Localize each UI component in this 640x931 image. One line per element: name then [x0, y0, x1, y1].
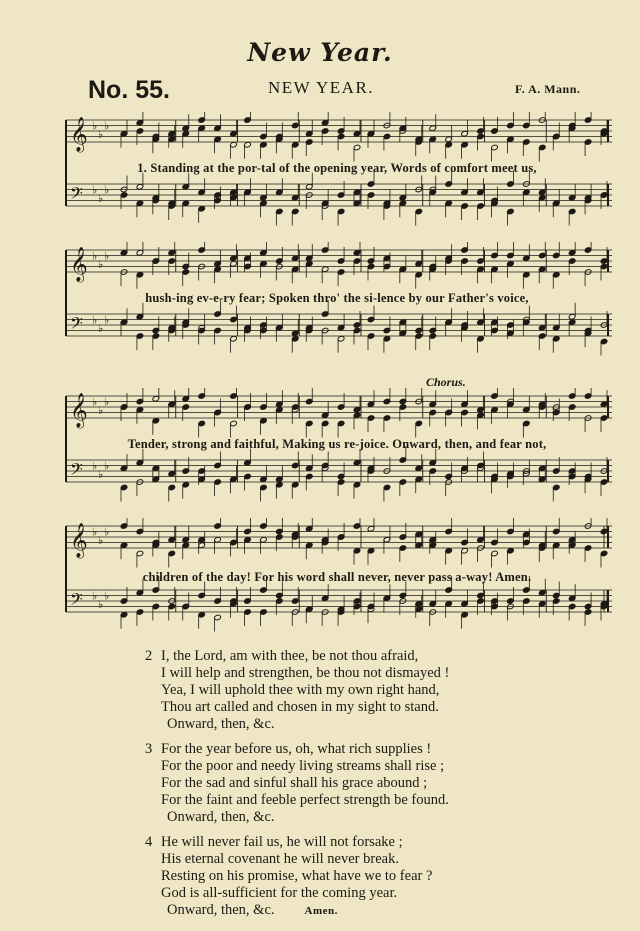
music-system-2 — [62, 242, 612, 372]
flat-icon: ♭ — [104, 395, 110, 409]
verse-refrain — [145, 716, 585, 733]
lyric-line: children of the day! For his word shall never, never pass a-way! Amen. — [142, 570, 532, 584]
flat-icon: ♭ — [92, 459, 98, 473]
verse-number: 3 — [145, 741, 153, 757]
verse-number: 4 — [145, 834, 153, 850]
treble-clef-icon: 𝄞 — [70, 117, 88, 152]
verse-2 — [145, 648, 585, 733]
treble-clef-icon: 𝄞 — [70, 247, 88, 282]
flat-icon: ♭ — [104, 119, 110, 133]
flat-icon: ♭ — [98, 403, 104, 417]
verse-line — [145, 648, 585, 665]
lyric-line: 1. Standing at the por-tal of the opening year, Words of comfort meet us, — [137, 161, 537, 175]
flat-icon: ♭ — [104, 459, 110, 473]
verse-line — [145, 741, 585, 758]
music-staff-graphic — [62, 112, 612, 242]
amen-mark: Amen. — [304, 905, 338, 917]
verse-number: 2 — [145, 648, 153, 664]
bass-clef-icon: 𝄢 — [70, 313, 83, 337]
verse-line — [145, 851, 585, 868]
music-system-1 — [62, 112, 612, 242]
flat-icon: ♭ — [98, 533, 104, 547]
verse-line-text: For the year before us, oh, what rich supplies ! — [161, 741, 432, 757]
verse-line — [145, 792, 585, 809]
flat-icon: ♭ — [92, 589, 98, 603]
flat-icon: ♭ — [98, 127, 104, 141]
flat-icon: ♭ — [104, 249, 110, 263]
verse-refrain-text: Onward, then, &c. — [167, 809, 275, 825]
verse-line-text: Resting on his promise, what have we to fear ? — [161, 868, 433, 884]
flat-icon: ♭ — [104, 183, 110, 197]
verse-refrain — [145, 902, 585, 920]
lyric-line: hush-ing ev-e-ry fear; Spoken thro' the si-lence by our Father's voice, — [145, 291, 529, 305]
verse-line-text: For the sad and sinful shall his grace abound ; — [161, 775, 428, 791]
verse-line — [145, 699, 585, 716]
verse-line-text: I will help and strengthen, be thou not dismayed ! — [161, 665, 450, 681]
verse-line-text: He will never fail us, he will not forsake ; — [161, 834, 403, 850]
flat-icon: ♭ — [104, 525, 110, 539]
chorus-marking: Chorus. — [426, 375, 466, 389]
flat-icon: ♭ — [92, 119, 98, 133]
flat-icon: ♭ — [104, 313, 110, 327]
additional-verses — [145, 648, 585, 928]
verse-line-text: I, the Lord, am with thee, be not thou afraid, — [161, 648, 419, 664]
verse-line-text: God is all-sufficient for the coming year. — [161, 885, 398, 901]
hymn-title: NEW YEAR. — [268, 78, 375, 97]
composer-credit: F. A. Mann. — [515, 82, 581, 96]
music-system-3 — [62, 388, 612, 518]
verse-line — [145, 834, 585, 851]
flat-icon: ♭ — [98, 321, 104, 335]
hymn-number: No. 55. — [88, 76, 170, 104]
flat-icon: ♭ — [92, 249, 98, 263]
verse-refrain-text: Onward, then, &c. — [167, 716, 275, 732]
verse-line-text: Yea, I will uphold thee with my own right hand, — [161, 682, 440, 698]
bass-clef-icon: 𝄢 — [70, 459, 83, 483]
bass-clef-icon: 𝄢 — [70, 589, 83, 613]
flat-icon: ♭ — [98, 191, 104, 205]
verse-4 — [145, 834, 585, 920]
music-staff-graphic — [62, 242, 612, 372]
verse-refrain — [145, 809, 585, 826]
treble-clef-icon: 𝄞 — [70, 393, 88, 428]
verse-line — [145, 775, 585, 792]
verse-line-text: His eternal covenant he will never break. — [161, 851, 399, 867]
flat-icon: ♭ — [98, 257, 104, 271]
verse-line-text: For the faint and feeble perfect strength be found. — [161, 792, 449, 808]
flat-icon: ♭ — [92, 395, 98, 409]
verse-line — [145, 885, 585, 902]
bass-clef-icon: 𝄢 — [70, 183, 83, 207]
flat-icon: ♭ — [98, 467, 104, 481]
music-system-4 — [62, 518, 612, 648]
verse-line — [145, 868, 585, 885]
verse-refrain-text: Onward, then, &c. — [167, 902, 275, 918]
lyric-line: Tender, strong and faithful, Making us re-joice. Onward, then, and fear not, — [127, 437, 547, 451]
verse-line — [145, 682, 585, 699]
running-head: New Year. — [247, 38, 393, 67]
treble-clef-icon: 𝄞 — [70, 523, 88, 558]
verse-line-text: Thou art called and chosen in my sight to stand. — [161, 699, 439, 715]
flat-icon: ♭ — [92, 183, 98, 197]
flat-icon: ♭ — [92, 525, 98, 539]
verse-3 — [145, 741, 585, 826]
flat-icon: ♭ — [92, 313, 98, 327]
flat-icon: ♭ — [98, 597, 104, 611]
flat-icon: ♭ — [104, 589, 110, 603]
verse-line — [145, 758, 585, 775]
verse-line-text: For the poor and needy living streams shall rise ; — [161, 758, 445, 774]
music-staff-graphic — [62, 388, 612, 518]
verse-line — [145, 665, 585, 682]
